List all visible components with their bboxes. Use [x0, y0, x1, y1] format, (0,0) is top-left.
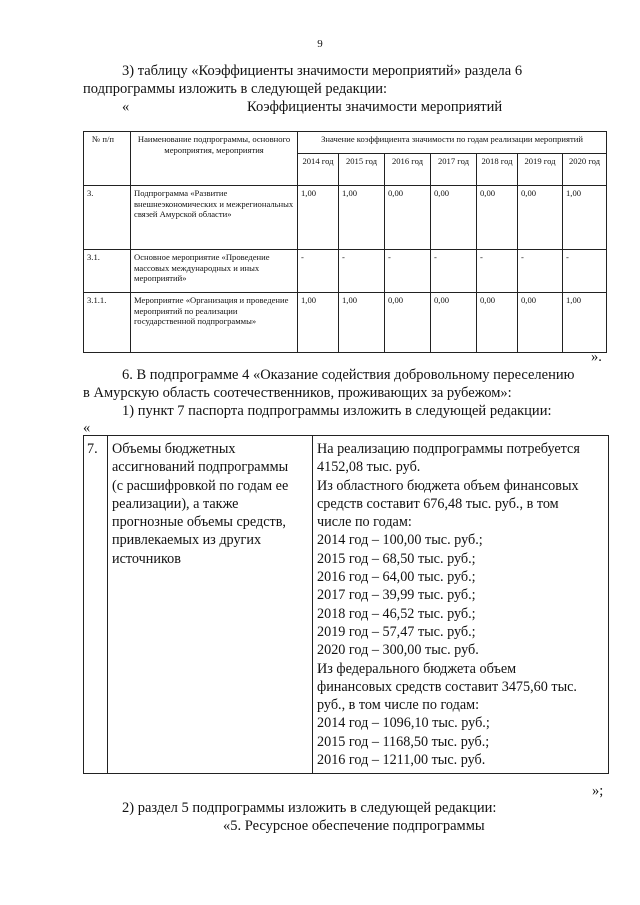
row-value: 0,00: [385, 293, 431, 353]
right-line: Из областного бюджета объем финансовых: [317, 477, 579, 494]
row-value: -: [385, 250, 431, 293]
table-row: [84, 186, 607, 250]
left-line: (с расшифровкой по годам ее: [112, 477, 289, 494]
intro-line-2: подпрограммы изложить в следующей редакции:: [83, 81, 388, 97]
right-line: 2018 год – 46,52 тыс. руб.;: [317, 605, 476, 622]
right-line: числе по годам:: [317, 514, 412, 531]
row-value: 1,00: [563, 293, 607, 353]
right-line: 4152,08 тыс. руб.: [317, 459, 421, 476]
left-line: реализации), а также: [112, 495, 239, 512]
header-year: 2020 год: [563, 154, 607, 186]
row-name: Подпрограмма «Развитие внешнеэкономических и межрегиональных связей Амурской области»: [131, 186, 298, 250]
right-line: 2016 год – 64,00 тыс. руб.;: [317, 569, 476, 586]
header-year: 2017 год: [431, 154, 477, 186]
row-value: 1,00: [298, 293, 339, 353]
row-value: 1,00: [339, 293, 385, 353]
table-row: [84, 293, 607, 353]
left-line: привлекаемых из других: [112, 532, 262, 549]
intro-line-1: 3) таблицу «Коэффициенты значимости мероприятий» раздела 6: [122, 63, 523, 79]
header-num: № п/п: [84, 132, 131, 186]
right-line: 2015 год – 1168,50 тыс. руб.;: [317, 733, 490, 750]
right-line: 2019 год – 57,47 тыс. руб.;: [317, 623, 476, 640]
header-name: Наименование подпрограммы, основного мероприятия, мероприятия: [131, 132, 298, 186]
row-value: 0,00: [518, 293, 563, 353]
right-line: На реализацию подпрограммы потребуется: [317, 441, 580, 457]
footer-line-1: 2) раздел 5 подпрограммы изложить в следующей редакции:: [122, 800, 497, 816]
intro-quote-open: «: [122, 99, 130, 115]
row-value: 1,00: [339, 186, 385, 250]
coefficients-table: [83, 131, 607, 353]
section6-line-2: в Амурскую область соотечественников, проживающих за рубежом»:: [83, 385, 512, 401]
row-value: 0,00: [431, 293, 477, 353]
right-line: 2020 год – 300,00 тыс. руб.: [317, 642, 479, 659]
right-line: средств составит 676,48 тыс. руб., в том: [317, 495, 559, 512]
right-line: 2014 год – 100,00 тыс. руб.;: [317, 532, 483, 549]
row-value: 0,00: [518, 186, 563, 250]
table-row: [84, 250, 607, 293]
header-year: 2019 год: [518, 154, 563, 186]
passport-right-cell: [313, 436, 609, 774]
header-year: 2015 год: [339, 154, 385, 186]
right-line: 2014 год – 1096,10 тыс. руб.;: [317, 715, 490, 732]
header-values: Значение коэффициента значимости по годам реализации мероприятий: [298, 132, 607, 154]
footer-line-2: «5. Ресурсное обеспечение подпрограммы: [223, 818, 485, 834]
table-title: Коэффициенты значимости мероприятий: [247, 99, 503, 115]
page-number: 9: [317, 38, 323, 50]
right-line: руб., в том числе по годам:: [317, 697, 480, 714]
passport-table: [83, 435, 609, 774]
left-line: прогнозные объемы средств,: [112, 514, 286, 531]
row-value: -: [298, 250, 339, 293]
table-row: [84, 436, 609, 774]
right-line: 2016 год – 1211,00 тыс. руб.: [317, 752, 486, 769]
header-year: 2018 год: [477, 154, 518, 186]
row-name: Мероприятие «Организация и проведение мероприятий по реализации государственной подпрограммы»: [131, 293, 298, 353]
row-value: -: [518, 250, 563, 293]
row-num: 3.: [84, 186, 131, 250]
row-value: 1,00: [298, 186, 339, 250]
row-value: 1,00: [563, 186, 607, 250]
passport-left-cell: [108, 436, 313, 774]
section6-line-1: 6. В подпрограмме 4 «Оказание содействия добровольному переселению: [122, 367, 575, 383]
row-value: -: [339, 250, 385, 293]
passport-num: 7.: [84, 436, 108, 774]
right-line: 2017 год – 39,99 тыс. руб.;: [317, 587, 476, 604]
row-value: -: [431, 250, 477, 293]
row-value: 0,00: [477, 186, 518, 250]
row-num: 3.1.1.: [84, 293, 131, 353]
left-line: ассигнований подпрограммы: [112, 459, 289, 476]
row-value: 0,00: [477, 293, 518, 353]
row-value: -: [477, 250, 518, 293]
section6-quote-open: «: [83, 420, 91, 436]
table-close-quote: ».: [591, 349, 602, 365]
row-value: 0,00: [385, 186, 431, 250]
header-year: 2016 год: [385, 154, 431, 186]
row-value: 0,00: [431, 186, 477, 250]
row-value: -: [563, 250, 607, 293]
right-line: 2015 год – 68,50 тыс. руб.;: [317, 550, 476, 567]
section6-line-3: 1) пункт 7 паспорта подпрограммы изложить в следующей редакции:: [122, 403, 552, 419]
row-num: 3.1.: [84, 250, 131, 293]
right-line: Из федерального бюджета объем: [317, 660, 517, 677]
header-year: 2014 год: [298, 154, 339, 186]
left-line: источников: [112, 550, 181, 567]
left-line: Объемы бюджетных: [112, 441, 236, 457]
passport-close-quote: »;: [592, 783, 604, 799]
row-name: Основное мероприятие «Проведение массовых международных и иных мероприятий»: [131, 250, 298, 293]
right-line: финансовых средств составит 3475,60 тыс.: [317, 678, 577, 695]
